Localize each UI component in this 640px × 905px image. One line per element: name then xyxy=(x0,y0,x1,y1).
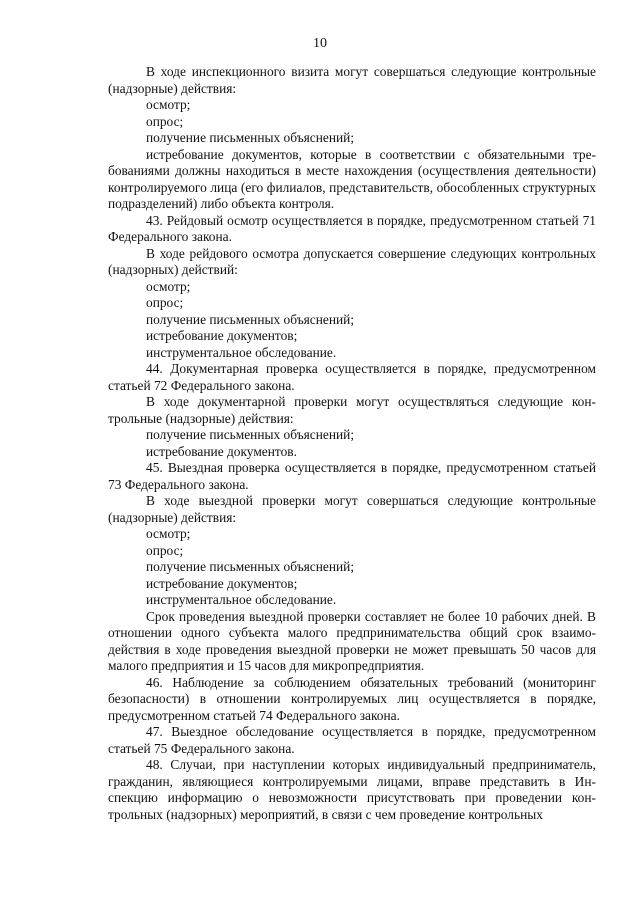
paragraph: В ходе выездной проверки могут совершаться следующие контрольные (надзорные) действия: xyxy=(108,493,596,525)
paragraph: 48. Случаи, при наступлении которых индивидуальный предприниматель, гражданин, являющиеся контролируемыми лицами, вправе представить в Инспекцию информацию о невозможности присутствовать при проведении контрольных (надзорных) мероприятий, в связи с чем проведение контрольных xyxy=(108,757,596,822)
list-item: инструментальное обследование. xyxy=(146,344,337,360)
paragraph: 47. Выездное обследование осуществляется в порядке, предусмотренном статьей 75 Федерального закона. xyxy=(108,724,596,756)
list-item: получение письменных объяснений; xyxy=(146,559,355,574)
paragraph: 45. Выездная проверка осуществляется в порядке, предусмотренном статьей 73 Федерального закона. xyxy=(108,460,596,492)
paragraph: В ходе рейдового осмотра допускается совершение следующих контрольных (надзорных) действий: xyxy=(108,245,596,277)
list-item: получение письменных объяснений; xyxy=(146,427,355,442)
list-item: опрос; xyxy=(146,295,184,310)
list-item: получение письменных объяснений; xyxy=(146,311,355,327)
list-item: истребование документов. xyxy=(146,443,297,459)
list-item: истребование документов; xyxy=(146,575,298,591)
list-item: опрос; xyxy=(146,113,184,129)
page-number: 10 xyxy=(313,36,327,51)
list-item: инструментальное обследование. xyxy=(146,592,337,607)
paragraph: истребование документов, которые в соответствии с обязательными требованиями должны находиться в месте нахождения (осуществления деятельности) контролируемого лица (его филиалов, представительств, обособленных структурных подразделений) либо объекта контроля. xyxy=(108,146,596,211)
paragraph: 44. Документарная проверка осуществляется в порядке, предусмотренном статьей 72 Федерального закона. xyxy=(108,361,596,393)
paragraph: В ходе документарной проверки могут осуществляться следующие контрольные (надзорные) действия: xyxy=(108,394,596,426)
list-item: истребование документов; xyxy=(146,328,298,343)
paragraph: Срок проведения выездной проверки составляет не более 10 рабочих дней. В отношении одного субъекта малого предпринимательства общий срок взаимодействия в ходе проведения выездной проверки не может превышать 50 часов для малого предприятия и 15 часов для микропредприятия. xyxy=(108,608,596,673)
list-item: получение письменных объяснений; xyxy=(146,130,355,145)
list-item: осмотр; xyxy=(146,97,191,112)
document-body xyxy=(108,64,596,823)
paragraph: 46. Наблюдение за соблюдением обязательных требований (мониторинг безопасности) в отношении контролируемых лиц осуществляется в порядке, предусмотренном статьей 74 Федерального закона. xyxy=(108,674,596,723)
list-item: осмотр; xyxy=(146,278,191,294)
paragraph: 43. Рейдовый осмотр осуществляется в порядке, предусмотренном статьей 71 Федерального закона. xyxy=(108,212,596,244)
list-item: осмотр; xyxy=(146,526,191,541)
list-item: опрос; xyxy=(146,542,184,558)
paragraph: В ходе инспекционного визита могут совершаться следующие контрольные (надзорные) действия: xyxy=(108,64,596,96)
